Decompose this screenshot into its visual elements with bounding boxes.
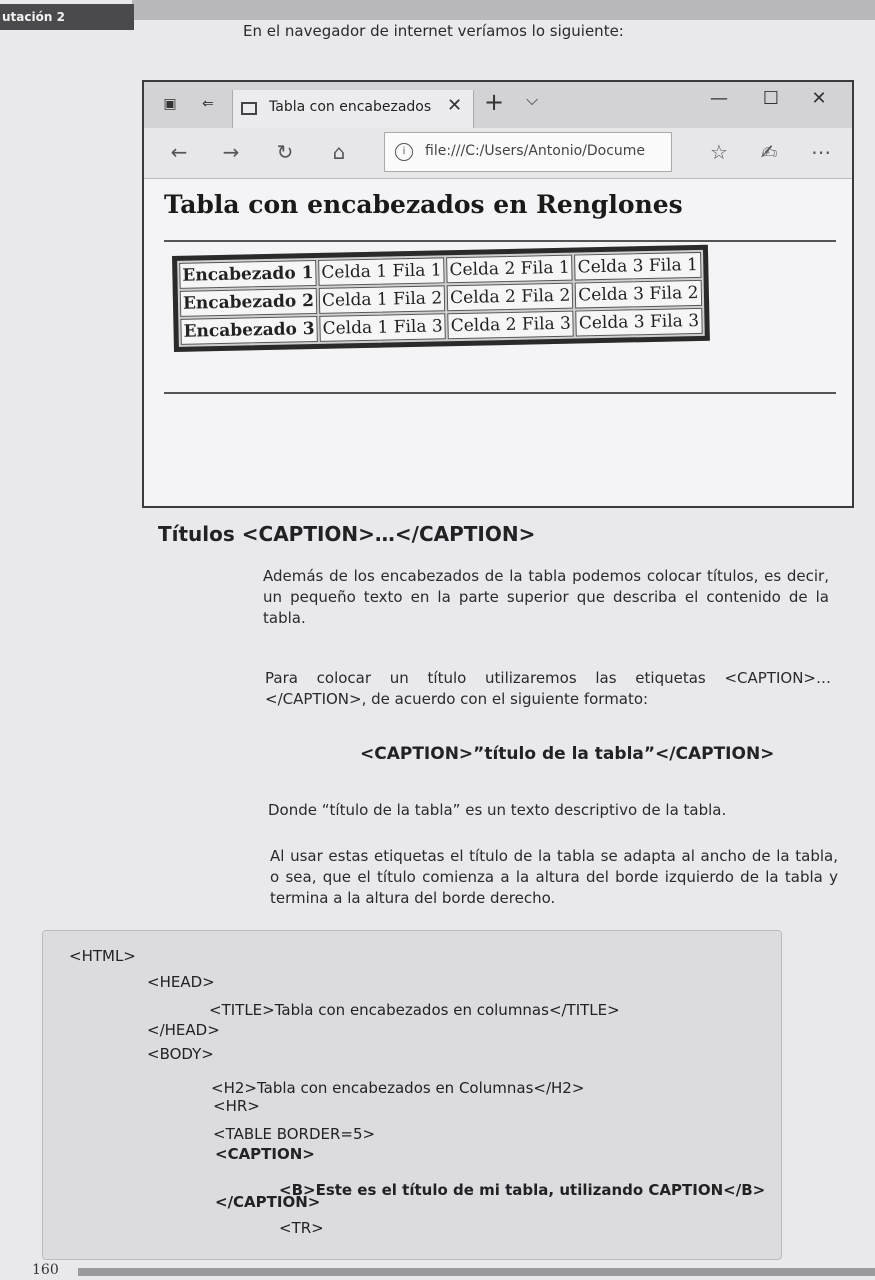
caption-format: <CAPTION>”título de la tabla”</CAPTION> [360,744,775,764]
rule-top [164,240,836,242]
code-line: <BODY> [147,1045,214,1063]
tab-actions-icon[interactable]: ▣ [163,96,177,112]
close-window-icon[interactable]: ✕ [811,88,827,109]
intro-text: En el navegador de internet veríamos lo siguiente: [243,22,624,40]
paragraph-4: Al usar estas etiquetas el título de la tabla se adapta al ancho de la tabla, o sea, que el título comienza a la altura del borde izquierdo de la tabla y termina a la altura del borde derecho. [270,847,838,907]
row-header: Encabezado 3 [180,316,318,345]
chapter-tab: utación 2 [0,4,134,30]
code-line: </CAPTION> [215,1193,321,1211]
row-header: Encabezado 1 [179,260,317,289]
chevron-down-icon[interactable]: ⌵ [526,90,539,109]
table-cell: Celda 1 Fila 3 [319,313,446,342]
table-cell: Celda 1 Fila 1 [318,257,445,286]
code-line: <TABLE BORDER=5> [213,1125,376,1143]
page-icon [241,102,257,115]
new-tab-icon[interactable]: + [484,88,505,116]
paragraph-3: Donde “título de la tabla” es un texto descriptivo de la tabla. [268,801,727,819]
code-line: <H2>Tabla con encabezados en Columnas</H2> [211,1079,585,1097]
set-aside-tabs-icon[interactable]: ⇐ [202,96,214,112]
address-bar[interactable] [384,132,672,172]
page-heading: Tabla con encabezados en Renglones [164,190,683,219]
tab-active[interactable] [232,90,474,128]
code-line: <HTML> [69,947,136,965]
code-line: <HR> [213,1097,260,1115]
nav-bar [144,128,852,179]
maximize-icon[interactable]: ☐ [762,88,780,109]
tab-bar [144,82,852,128]
forward-icon[interactable]: → [222,140,240,164]
page-number: 160 [32,1262,59,1278]
code-line: <TR> [279,1219,324,1237]
code-line: <HEAD> [147,973,215,991]
table-cell: Celda 1 Fila 2 [319,285,446,314]
bottom-strip [78,1268,875,1276]
code-line: </HEAD> [147,1021,220,1039]
paragraph-1: Además de los encabezados de la tabla podemos colocar títulos, es decir, un pequeño texto en la parte superior que describa el contenido de la tabla. [263,567,829,627]
page-content [144,178,852,508]
info-icon[interactable]: i [395,143,413,161]
back-icon[interactable]: ← [170,140,188,164]
code-line: <CAPTION> [215,1145,315,1163]
code-listing [42,930,782,1260]
favorites-icon[interactable]: ☆ [710,140,728,164]
home-icon[interactable]: ⌂ [332,140,346,164]
section-title: Títulos <CAPTION>…</CAPTION> [158,522,536,546]
table-cell: Celda 3 Fila 2 [575,280,702,309]
paragraph-2: Para colocar un título utilizaremos las etiquetas <CAPTION>…</CAPTION>, de acuerdo con el siguiente formato: [265,669,831,708]
code-line: <TITLE>Tabla con encabezados en columnas</TITLE> [209,1001,620,1019]
table-cell: Celda 2 Fila 3 [447,311,574,340]
table-cell: Celda 2 Fila 2 [447,283,574,312]
refresh-icon[interactable]: ↻ [276,140,294,164]
table-cell: Celda 3 Fila 1 [574,252,701,281]
close-tab-icon[interactable]: ✕ [447,95,463,116]
minimize-icon[interactable]: — [710,88,728,109]
top-strip [132,0,875,20]
demo-table [172,245,709,352]
tab-title: Tabla con encabezados [269,99,432,115]
row-header: Encabezado 2 [180,288,318,317]
code-line: <B>Este es el título de mi tabla, utilizando CAPTION</B> [279,1181,766,1199]
table-cell: Celda 3 Fila 3 [576,308,703,337]
address-text: file:///C:/Users/Antonio/Docume [425,143,646,159]
pen-icon[interactable]: ✍ [760,140,778,164]
browser-window [142,80,854,508]
rule-bottom [164,392,836,394]
more-icon[interactable]: ⋯ [811,140,831,164]
table-cell: Celda 2 Fila 1 [446,255,573,284]
